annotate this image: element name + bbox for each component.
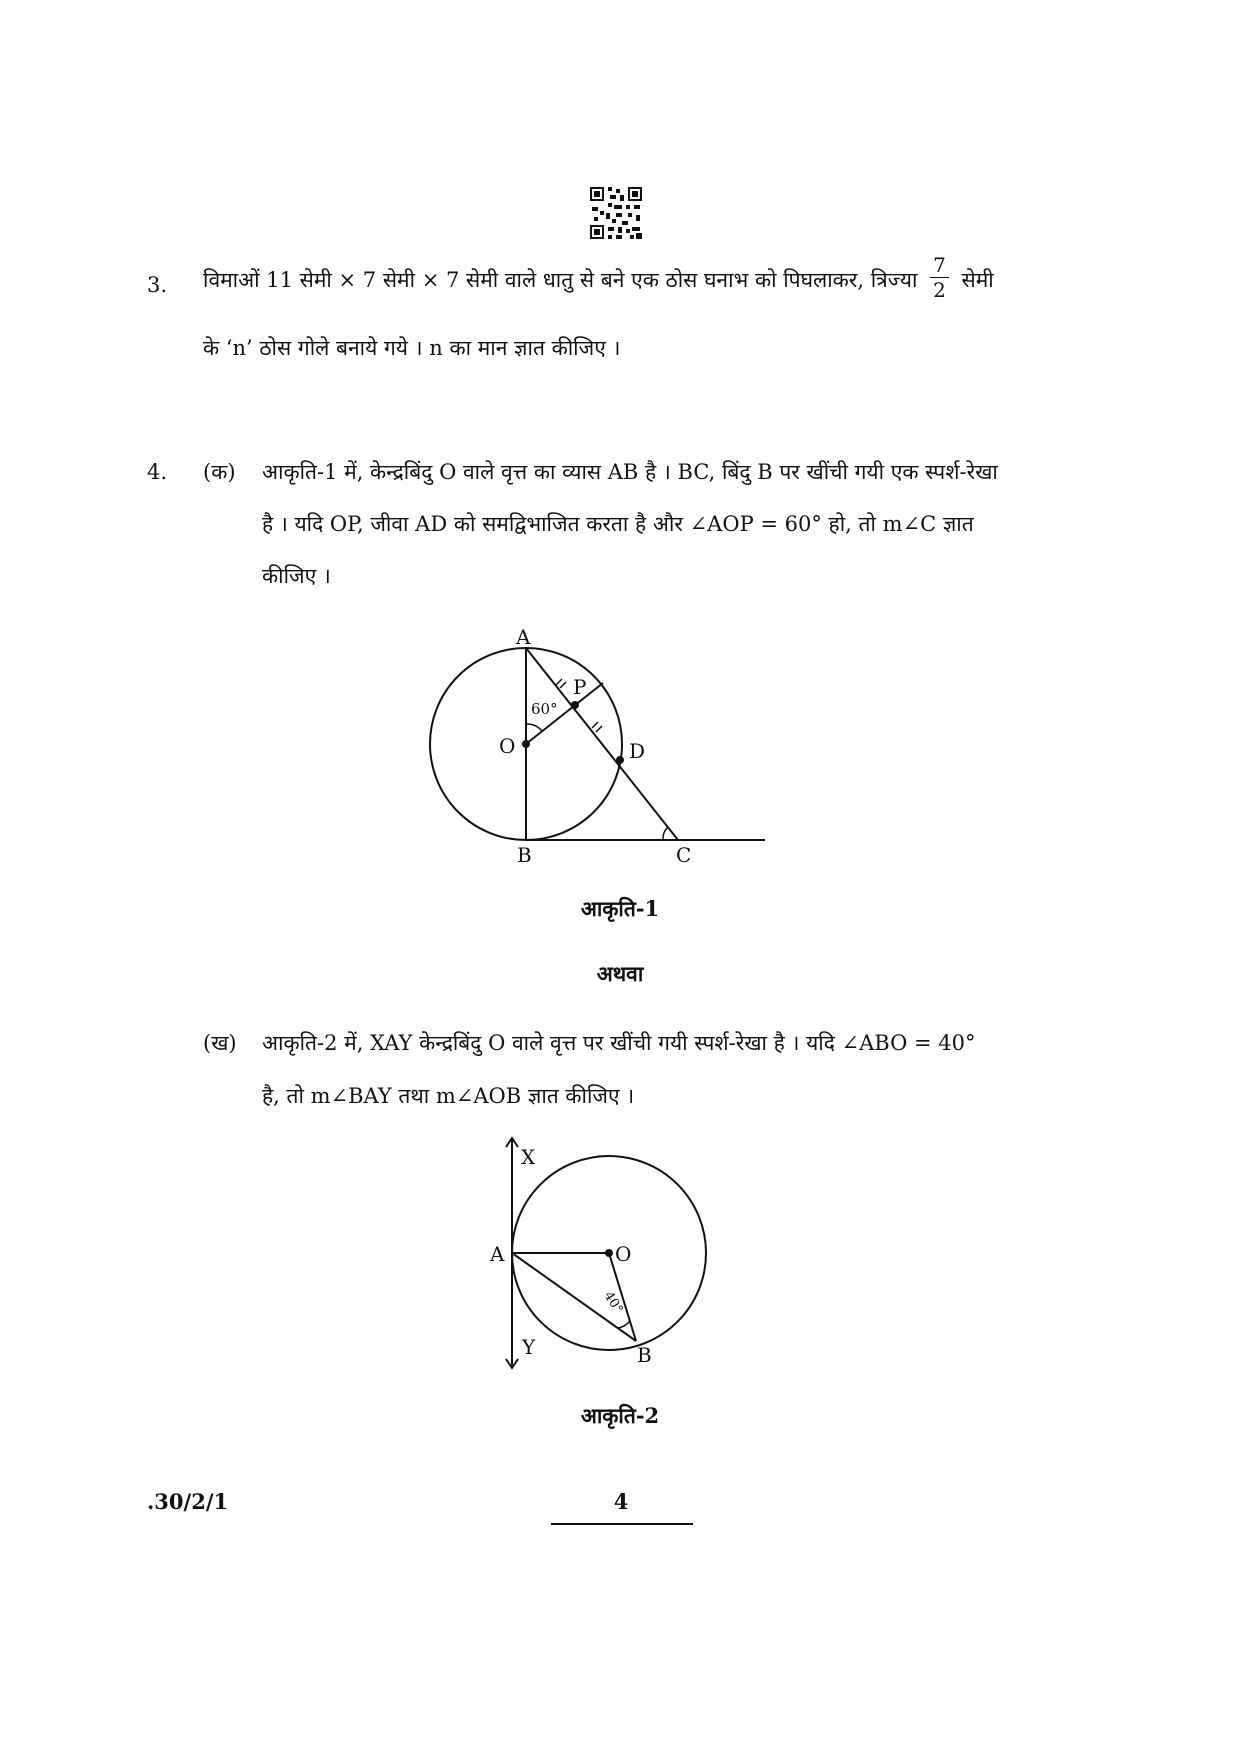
fraction-denominator: 2 (933, 278, 946, 302)
figure-1-tick-1b (560, 682, 566, 688)
page-number-underline (551, 1523, 693, 1525)
figure-1-label-o: O (499, 734, 516, 758)
figure-1-point-p (571, 701, 579, 709)
question-4b-label: (ख) (203, 1031, 237, 1055)
figure-2-label-b: B (637, 1343, 652, 1367)
figure-2-angle-arc-40 (618, 1321, 630, 1328)
page-number: 4 (613, 1489, 629, 1514)
paper-code: .30/2/1 (147, 1489, 229, 1514)
figure-1-angle-60: 60° (531, 700, 558, 718)
question-4b-line-2: है, तो m∠BAY तथा m∠AOB ज्ञात कीजिए । (262, 1084, 635, 1108)
question-3-number: 3. (147, 273, 168, 297)
question-4a-label: (क) (203, 460, 236, 484)
figure-2-label-a: A (490, 1242, 505, 1266)
figure-1-angle-arc-c (663, 827, 668, 840)
figure-1-diagram (400, 610, 800, 870)
qr-code (590, 187, 642, 239)
radius-fraction (930, 254, 949, 301)
figure-1-tick-1a (556, 679, 562, 685)
figure-1-label-a: A (516, 625, 531, 649)
figure-2-diagram (480, 1130, 720, 1375)
figure-2-label-y: Y (522, 1335, 536, 1359)
figure-1-point-d (616, 756, 624, 764)
question-3-line-2: के ‘n’ ठोस गोले बनाये गये । n का मान ज्ञात कीजिए । (203, 336, 621, 360)
figure-1-point-o (522, 740, 530, 748)
figure-2-point-o (605, 1249, 613, 1257)
question-3-text-b: सेमी (961, 268, 994, 292)
question-3-text-a: विमाओं 11 सेमी × 7 सेमी × 7 सेमी वाले धातु से बने एक ठोस घनाभ को पिघलाकर, त्रिज्या (203, 268, 918, 292)
or-separator: अथवा (596, 961, 644, 986)
figure-2-caption: आकृति-2 (580, 1403, 660, 1428)
figure-1-tick-2a (592, 722, 598, 728)
question-4a-line-1: आकृति-1 में, केन्द्रबिंदु O वाले वृत्त का व्यास AB है । BC, बिंदु B पर खींची गयी एक स्पर्श-रेखा (262, 460, 998, 484)
figure-1-angle-arc-60 (526, 724, 542, 731)
figure-1-label-p: P (573, 675, 587, 699)
figure-1-line-ac (526, 648, 678, 840)
figure-2-label-o: O (615, 1242, 632, 1266)
figure-2-angle-40: 40° (600, 1289, 626, 1317)
figure-1-label-d: D (629, 739, 646, 763)
question-4a-line-3: कीजिए । (262, 564, 331, 588)
fraction-numerator: 7 (930, 254, 949, 278)
figure-1-tick-2b (596, 726, 602, 732)
figure-1-label-c: C (676, 843, 692, 867)
figure-2-label-x: X (521, 1145, 536, 1169)
question-3-line-1 (203, 253, 994, 305)
figure-1-label-b: B (517, 843, 532, 867)
question-4-number: 4. (147, 460, 168, 484)
question-4b-line-1: आकृति-2 में, XAY केन्द्रबिंदु O वाले वृत्त पर खींची गयी स्पर्श-रेखा है । यदि ∠ABO = 40° (262, 1031, 976, 1055)
question-4a-line-2: है । यदि OP, जीवा AD को समद्विभाजित करता है और ∠AOP = 60° हो, तो m∠C ज्ञात (262, 512, 974, 536)
figure-1-caption: आकृति-1 (580, 896, 660, 921)
